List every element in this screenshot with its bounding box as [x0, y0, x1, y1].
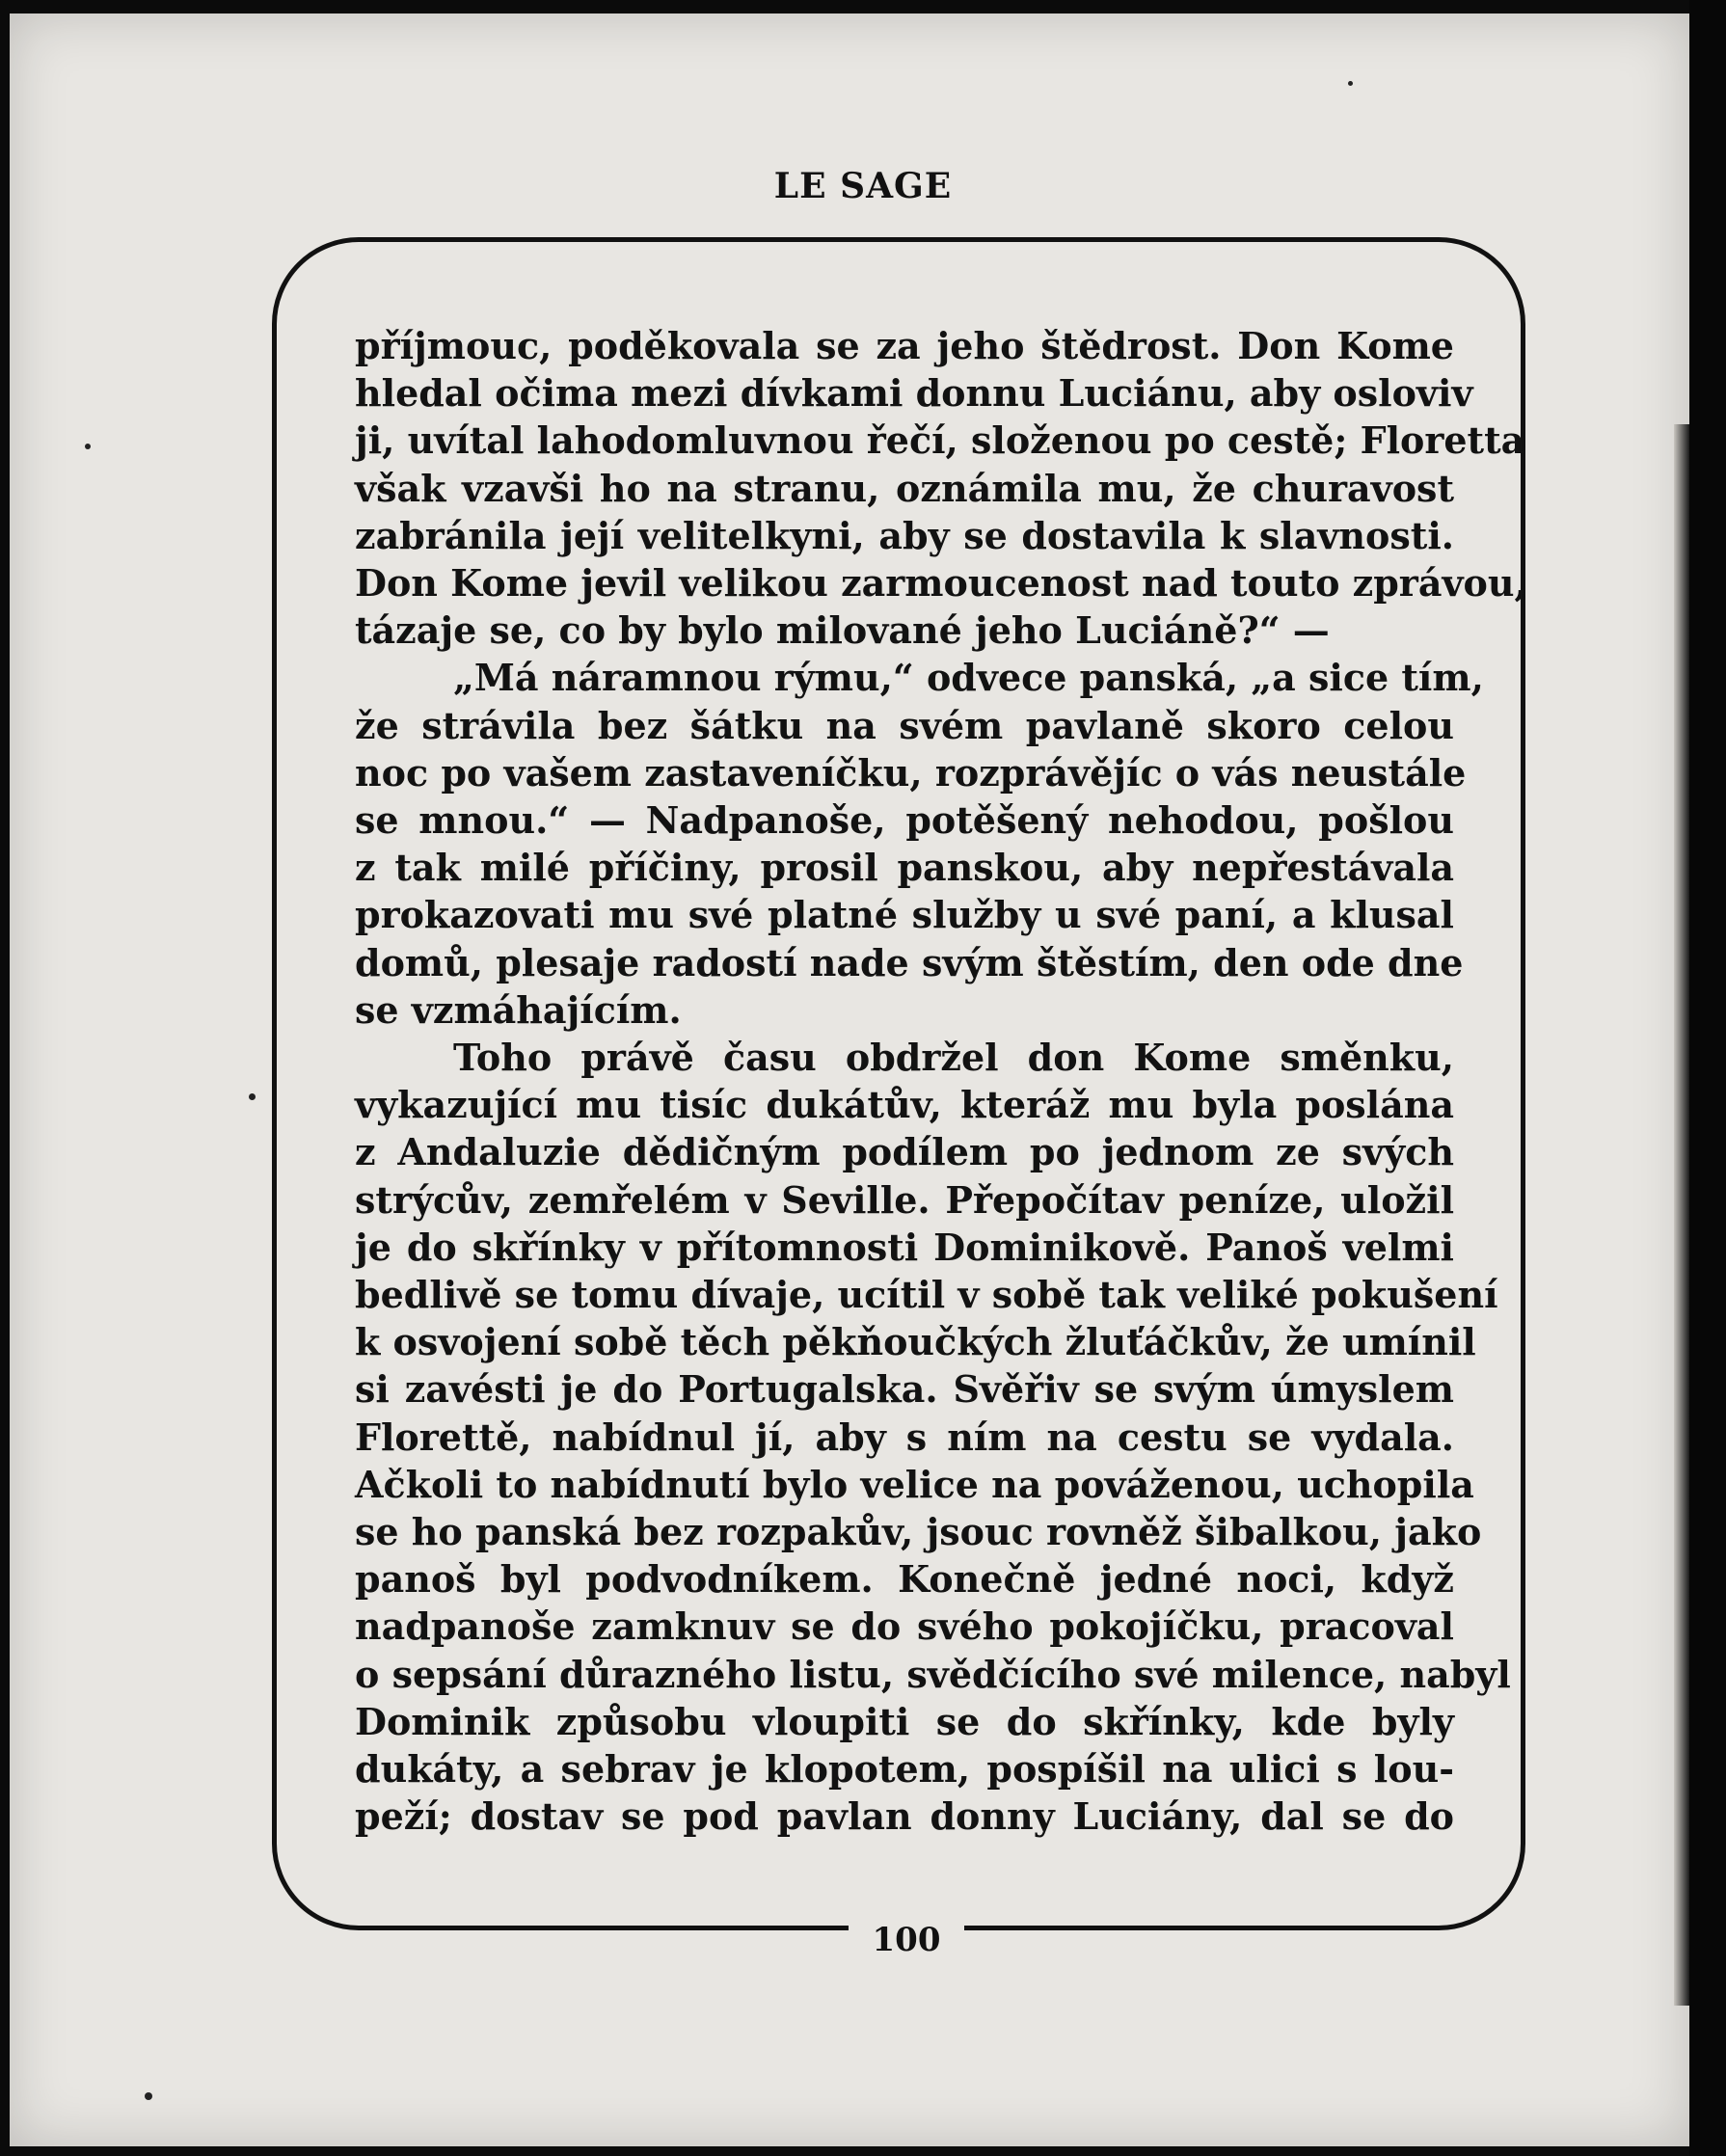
text-line: Ačkoli to nabídnutí bylo velice na pováženou, uchopila [355, 1462, 1474, 1506]
scan-speck [85, 444, 91, 449]
text-line: z Andaluzie dědičným podílem po jednom ze svých [355, 1130, 1454, 1174]
text-line: však vzavši ho na stranu, oznámila mu, že churavost [355, 466, 1454, 510]
text-line: z tak milé příčiny, prosil panskou, aby nepřestávala [355, 846, 1454, 890]
text-line: se vzmáhajícím. [355, 987, 682, 1032]
scan-speck [145, 2092, 152, 2100]
text-line: „Má náramnou rýmu,“ odvece panská, „a sice tím, [453, 656, 1484, 700]
text-line: že strávila bez šátku na svém pavlaně skoro celou [355, 703, 1454, 747]
text-line: příjmouc, poděkovala se za jeho štědrost. Don Kome [355, 324, 1454, 367]
text-line: hledal očima mezi dívkami donnu Luciánu, aby osloviv [355, 371, 1473, 416]
text-line: vykazující mu tisíc dukátův, kteráž mu byla poslána [355, 1083, 1454, 1127]
text-line: Don Kome jevil velikou zarmoucenost nad touto zprávou, [355, 561, 1527, 606]
text-line: se ho panská bez rozpakův, jsouc rovněž šibalkou, jako [355, 1510, 1482, 1554]
text-line: Dominik způsobu vloupiti se do skřínky, kde byly [355, 1699, 1454, 1743]
text-line: prokazovati mu své platné služby u své paní, a klusal [355, 893, 1454, 937]
running-head: LE SAGE [773, 166, 953, 206]
page-edge-shadow [1674, 424, 1689, 2006]
text-line: se mnou.“ — Nadpanoše, potěšený nehodou, pošlou [355, 798, 1454, 843]
text-line: o sepsání důrazného listu, svědčícího své milence, nabyl [355, 1652, 1511, 1696]
body-text [355, 322, 1527, 1841]
text-line: noc po vašem zastaveníčku, rozprávějíc o vás neustále [355, 750, 1467, 795]
scan-speck [249, 1093, 256, 1100]
text-line: domů, plesaje radostí nade svým štěstím, den ode dne [355, 940, 1464, 984]
text-line: ji, uvítal lahodomluvnou řečí, složenou po cestě; Floretta [355, 418, 1525, 463]
text-line: k osvojení sobě těch pěkňoučkých žluťáčkův, že umínil [355, 1320, 1476, 1364]
text-line: tázaje se, co by bylo milované jeho Luciáně?“ — [355, 608, 1330, 653]
text-line: si zavésti je do Portugalska. Svěřiv se svým úmyslem [355, 1367, 1454, 1412]
page-number: 100 [872, 1921, 941, 1959]
text-line: Florettě, nabídnul jí, aby s ním na cestu se vydala. [355, 1415, 1454, 1459]
text-line: nadpanoše zamknuv se do svého pokojíčku, pracoval [355, 1604, 1454, 1649]
text-line: dukáty, a sebrav je klopotem, pospíšil na ulici s lou- [355, 1747, 1454, 1792]
text-line: peží; dostav se pod pavlan donny Luciány, dal se do [355, 1794, 1454, 1839]
text-line: Toho právě času obdržel don Kome směnku, [453, 1036, 1454, 1080]
text-line: panoš byl podvodníkem. Konečně jedné noci, když [355, 1557, 1454, 1602]
scan-speck [1348, 81, 1353, 86]
scan-background [1689, 0, 1726, 2156]
text-line: je do skřínky v přítomnosti Dominikově. Panoš velmi [355, 1225, 1454, 1269]
page-number-box [849, 1919, 964, 1961]
text-line: strýcův, zemřelém v Seville. Přepočítav peníze, uložil [355, 1177, 1454, 1222]
text-line: zabránila její velitelkyni, aby se dostavila k slavnosti. [355, 513, 1454, 557]
text-line: bedlivě se tomu dívaje, ucítil v sobě tak veliké pokušení [355, 1273, 1498, 1317]
